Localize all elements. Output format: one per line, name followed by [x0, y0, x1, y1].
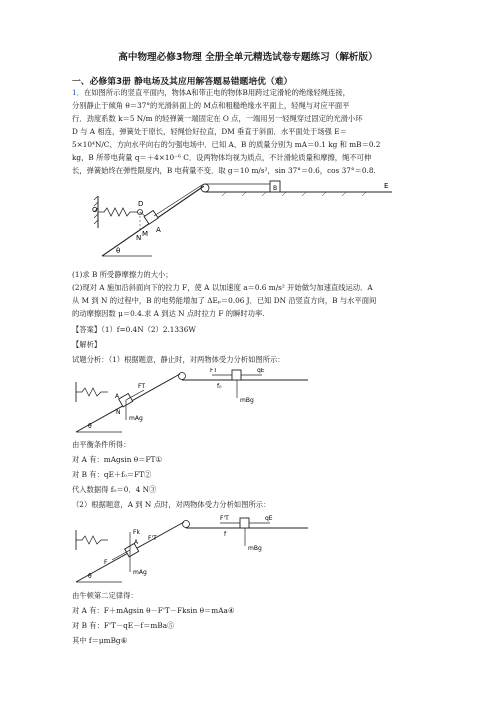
fig1-label-a: A — [156, 226, 161, 234]
problem-line-7: 长，弹簧始终在弹性限度内，B 电荷量不变．取 g＝10 m/s²，sin 37°＝0.6，cos 37°＝0.8. — [72, 166, 376, 175]
equation-1: 对 A 有：mAgsin θ＝FT① — [72, 455, 162, 464]
equation-3: 代入数据得 f₀＝0．4 N③ — [72, 485, 157, 494]
problem-line-1: 1．在如图所示的竖直平面内，物体A和带正电的物体B用跨过定滑轮的绝缘轻绳连接， — [72, 88, 350, 97]
fig1-label-m: M — [142, 230, 149, 238]
question-1: (1)求 B 所受静摩擦力的大小； — [72, 270, 173, 279]
svg-text:FT: FT — [210, 368, 218, 374]
question-2-line-2: 从 M 到 N 的过程中，B 的电势能增加了 ΔEₚ＝0.06 J．已知 DN 沿竖直方向，B 与水平面间 — [72, 296, 377, 305]
svg-text:mAg: mAg — [133, 569, 147, 576]
problem-line-4: D 与 A 相连，弹簧处于原长，轻绳恰好拉直，DM 垂直于斜面．水平面处于场强 E＝ — [72, 127, 347, 136]
analysis-tag: 【解析】 — [72, 340, 102, 349]
question-2-line-1: (2)现对 A 施加沿斜面向下的拉力 F，使 A 以加速度 a＝0.6 m/s² 开始做匀加速直线运动．A — [72, 283, 373, 292]
part2-intro: （2）根据题意，A 到 N 点时，对两物体受力分析如图所示： — [72, 500, 271, 509]
section-heading: 一、必修第3册 静电场及其应用解答题易错题培优（难） — [72, 77, 293, 87]
svg-text:F: F — [104, 559, 108, 566]
force-diagram-static — [72, 368, 312, 434]
fig1-label-e: E — [384, 182, 389, 190]
svg-text:A: A — [134, 539, 139, 546]
problem-line-3: 行．劲度系数 k＝5 N/m 的轻弹簧一端固定在 O 点，一端用另一轻绳穿过固定的光滑小环 — [72, 114, 363, 123]
setup-figure — [92, 180, 422, 260]
equation-6: 其中 f＝μmBg⑥ — [72, 636, 128, 645]
svg-text:f₀: f₀ — [217, 383, 222, 390]
equation-4: 对 A 有：F＋mAgsin θ－F'T－Fksin θ＝mAa④ — [72, 606, 235, 615]
svg-text:qE: qE — [265, 515, 273, 522]
svg-text:mAg: mAg — [129, 415, 143, 422]
problem-line-5: 5×10⁴N/C、方向水平向右的匀强电场中．已知 A、B 的质量分别为 mA＝0.1 kg 和 mB＝0.2 — [72, 140, 381, 149]
force-diagram-moving — [72, 512, 312, 584]
fig1-label-o: O — [92, 206, 98, 214]
fig1-label-d: D — [138, 200, 144, 208]
fig1-label-b: B — [273, 185, 278, 192]
pulley — [201, 184, 209, 192]
problem-line-2: 分别静止于倾角 θ＝37°的光滑斜面上的 M点和粗糙绝缘水平面上，轻绳与对应平面平 — [72, 101, 350, 110]
fig1-label-n: N — [136, 234, 142, 242]
svg-text:θ: θ — [88, 573, 92, 580]
spring — [98, 208, 138, 216]
svg-text:Fk: Fk — [133, 529, 140, 536]
equation-2: 对 B 有：qE＋f₀＝FT② — [72, 470, 152, 479]
svg-text:FT: FT — [138, 383, 146, 390]
svg-text:F'T: F'T — [148, 535, 157, 542]
newton-heading: 由牛顿第二定律得： — [72, 591, 138, 600]
page-title: 高中物理必修3物理 全册全单元精选试卷专题练习（解析版） — [118, 52, 378, 63]
problem-line-6: kg，B 所带电荷量 q＝＋4×10⁻⁶ C．设两物体均视为质点，不计滑轮质量和摩擦，绳不可伸 — [72, 153, 372, 162]
analysis-intro: 试题分析：（1）根据题意，静止时，对两物体受力分析如图所示： — [72, 355, 285, 364]
fig1-label-theta: θ — [116, 247, 121, 255]
svg-text:f: f — [224, 531, 227, 538]
equilibrium-heading: 由平衡条件所得： — [72, 440, 131, 449]
svg-text:mBg: mBg — [248, 545, 262, 552]
svg-text:qE: qE — [257, 368, 265, 374]
svg-text:A: A — [115, 393, 120, 400]
svg-text:N: N — [116, 409, 121, 416]
block-a — [144, 210, 158, 224]
equation-5: 对 B 有：F'T－qE－f＝mBa⑤ — [72, 621, 175, 630]
svg-text:θ: θ — [88, 423, 92, 430]
problem-number: 1． — [72, 88, 84, 97]
svg-text:F'T: F'T — [220, 515, 229, 522]
svg-text:mBg: mBg — [240, 397, 254, 404]
answer-line: 【答案】（1）f=0.4N（2）2.1336W — [72, 325, 196, 334]
question-2-line-3: 的动摩擦因数 μ＝0.4.求 A 到达 N 点时拉力 F 的瞬时功率. — [72, 309, 265, 318]
